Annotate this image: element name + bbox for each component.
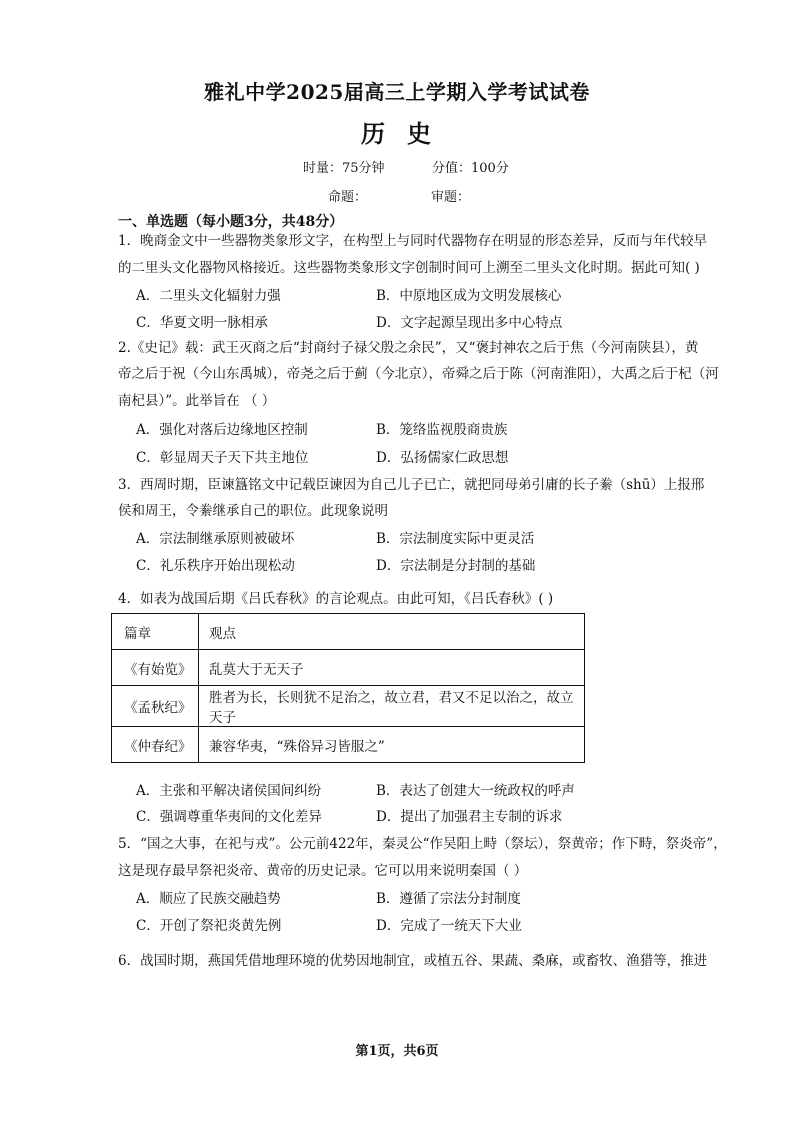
question-text: 的二里头文化器物风格接近。这些器物类象形文字创制时间可上溯至二里头文化时期。据此可知( ): [118, 260, 700, 276]
question-text: 6．战国时期，燕国凭借地理环境的优势因地制宜，或植五谷、果蔬、桑麻，或畜牧、渔猎等，推进: [118, 953, 708, 969]
table-header-cell: 观点: [199, 614, 585, 650]
table-header-row: [112, 614, 585, 650]
setter-label: 命题：: [328, 190, 368, 205]
time-label: 时量：75分钟: [303, 161, 385, 176]
option-a: A．主张和平解决诸侯国间纠纷: [136, 783, 322, 799]
section-heading: 一、单选题（每小题3分，共48分）: [118, 214, 344, 230]
question-text: 南杞县）”。此举旨在 （ ）: [118, 393, 276, 409]
table-header-cell: 篇章: [112, 614, 199, 650]
question-text: 3．西周时期，臣谏簋铭文中记载臣谏因为自己儿子已亡，就把同母弟引庸的长子絭（shū）上报邢: [118, 477, 705, 493]
exam-title: 雅礼中学2025届高三上学期入学考试试卷: [204, 80, 590, 104]
option-a: A．顺应了民族交融趋势: [136, 891, 281, 907]
question-text: 侯和周王，令絭继承自己的职位。此现象说明: [118, 503, 388, 519]
option-d: D．提出了加强君主专制的诉求: [376, 809, 563, 825]
option-b: B．宗法制度实际中更灵活: [376, 531, 535, 547]
question-text: 2.《史记》载：武王灭商之后“封商纣子禄父殷之余民”，又“褒封神农之后于焦（今河南陕县），黄: [118, 340, 699, 356]
table-cell: 胜者为长，长则犹不足治之，故立君，君又不足以治之，故立天子: [199, 686, 585, 727]
table-cell: 兼容华夷，“殊俗异习皆服之”: [199, 727, 585, 763]
option-b: B．表达了创建大一统政权的呼声: [376, 783, 575, 799]
option-c: C．彰显周天子天下共主地位: [136, 450, 309, 466]
option-d: D．弘扬儒家仁政思想: [376, 450, 509, 466]
table-cell: 乱莫大于无天子: [199, 650, 585, 686]
option-c: C．开创了祭祀炎黄先例: [136, 918, 282, 934]
score-label: 分值：100分: [432, 161, 509, 176]
page-number: 第1页，共6页: [355, 1044, 439, 1059]
subject-title: 历史: [361, 119, 453, 148]
option-c: C．礼乐秩序开始出现松动: [136, 558, 295, 574]
option-d: D．完成了一统天下大业: [376, 918, 522, 934]
option-a: A．二里头文化辐射力强: [136, 288, 281, 304]
option-b: B．遵循了宗法分封制度: [376, 891, 521, 907]
option-b: B．笼络监视殷商贵族: [376, 422, 508, 438]
option-a: A．宗法制继承原则被破坏: [136, 531, 295, 547]
table-cell: 《孟秋纪》: [112, 686, 199, 727]
option-b: B．中原地区成为文明发展核心: [376, 288, 562, 304]
question-text: 4．如表为战国后期《吕氏春秋》的言论观点。由此可知，《吕氏春秋》( ): [118, 591, 554, 607]
question-text: 1．晚商金文中一些器物类象形文字，在构型上与同时代器物存在明显的形态差异，反而与年代较早: [118, 233, 708, 249]
table-cell: 《有始览》: [112, 650, 199, 686]
option-c: C．强调尊重华夷间的文化差异: [136, 809, 322, 825]
table-row: [112, 650, 585, 686]
table-row: [112, 686, 585, 727]
question-text: 5．“国之大事，在祀与戎”。公元前422年，秦灵公“作吴阳上畤（祭坛），祭黄帝；作下畤，祭炎帝”，: [118, 836, 727, 852]
option-d: D．文字起源呈现出多中心特点: [376, 315, 563, 331]
option-c: C．华夏文明一脉相承: [136, 315, 268, 331]
table-row: [112, 727, 585, 763]
table-cell: 《仲春纪》: [112, 727, 199, 763]
option-d: D．宗法制是分封制的基础: [376, 558, 536, 574]
reviewer-label: 审题：: [431, 190, 471, 205]
quotes-table: [111, 613, 585, 763]
question-text: 这是现存最早祭祀炎帝、黄帝的历史记录。它可以用来说明秦国（ ）: [118, 863, 528, 879]
option-a: A．强化对落后边缘地区控制: [136, 422, 308, 438]
question-text: 帝之后于祝（今山东禹城），帝尧之后于蓟（今北京），帝舜之后于陈（河南淮阳），大禹之后于杞（河: [118, 366, 719, 382]
